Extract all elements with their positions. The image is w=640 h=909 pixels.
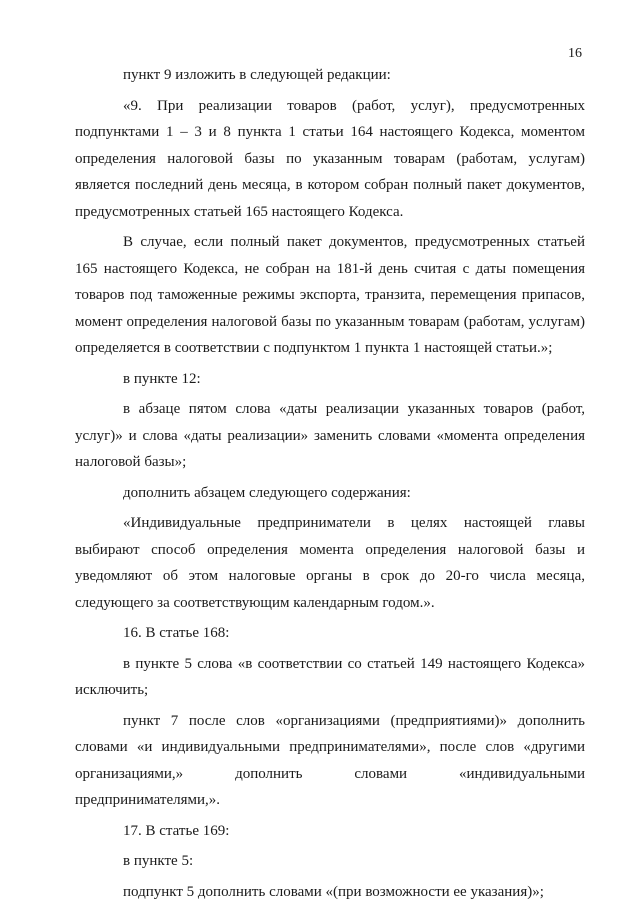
document-body xyxy=(75,62,585,909)
paragraph-article-168: 16. В статье 168: xyxy=(123,625,230,641)
paragraph-intro-punkt-9: пункт 9 изложить в следующей редакции: xyxy=(123,67,391,83)
paragraph-punkt-12: в пункте 12: xyxy=(123,370,201,387)
paragraph-punkt-5-exclude: в пункте 5 слова «в соответствии со статьей 149 настоящего Кодекса» исключить; xyxy=(75,655,585,698)
paragraph-article-169: 17. В статье 169: xyxy=(123,822,230,839)
paragraph-punkt-9-case: В случае, если полный пакет документов, предусмотренных статьей 165 настоящего Кодекса, не собран на 181-й день считая с даты помещения товаров под таможенные режимы экспорта, транзита, перемещения припасов, момент определения налоговой базы по указанным товарам (работам, услугам) определяется в соответствии с подпунктом 1 пункта 1 настоящей статьи.»; xyxy=(75,234,585,356)
paragraph-dopolnit-abzacem: дополнить абзацем следующего содержания: xyxy=(123,484,411,501)
paragraph-punkt-5: в пункте 5: xyxy=(123,853,194,869)
paragraph-podpunkt-5: подпункт 5 дополнить словами «(при возможности ее указания)»; xyxy=(123,883,544,900)
paragraph-individual-entrepreneurs: «Индивидуальные предприниматели в целях настоящей главы выбирают способ определения момента определения налоговой базы и уведомляют об этом налоговые органы в срок до 20-го числа месяца, следующего за соответствующим календарным годом.». xyxy=(75,515,585,611)
paragraph-punkt-7-supplement: пункт 7 после слов «организациями (предприятиями)» дополнить словами «и индивидуальными предпринимателями», после слов «другими организациями,» дополнить словами «индивидуальными предпринимателями,». xyxy=(75,712,585,808)
paragraph-punkt-9-text: «9. При реализации товаров (работ, услуг), предусмотренных подпунктами 1 – 3 и 8 пункта 1 статьи 164 настоящего Кодекса, моментом определения налоговой базы по указанным товарам (работам, услугам) является последний день месяца, в котором собран полный пакет документов, предусмотренных статьей 165 настоящего Кодекса. xyxy=(75,97,585,220)
paragraph-abzac-pyatyi: в абзаце пятом слова «даты реализации указанных товаров (работ, услуг)» и слова «даты реализации» заменить словами «момента определения налоговой базы»; xyxy=(75,401,585,470)
page-number: 16 xyxy=(568,46,582,61)
